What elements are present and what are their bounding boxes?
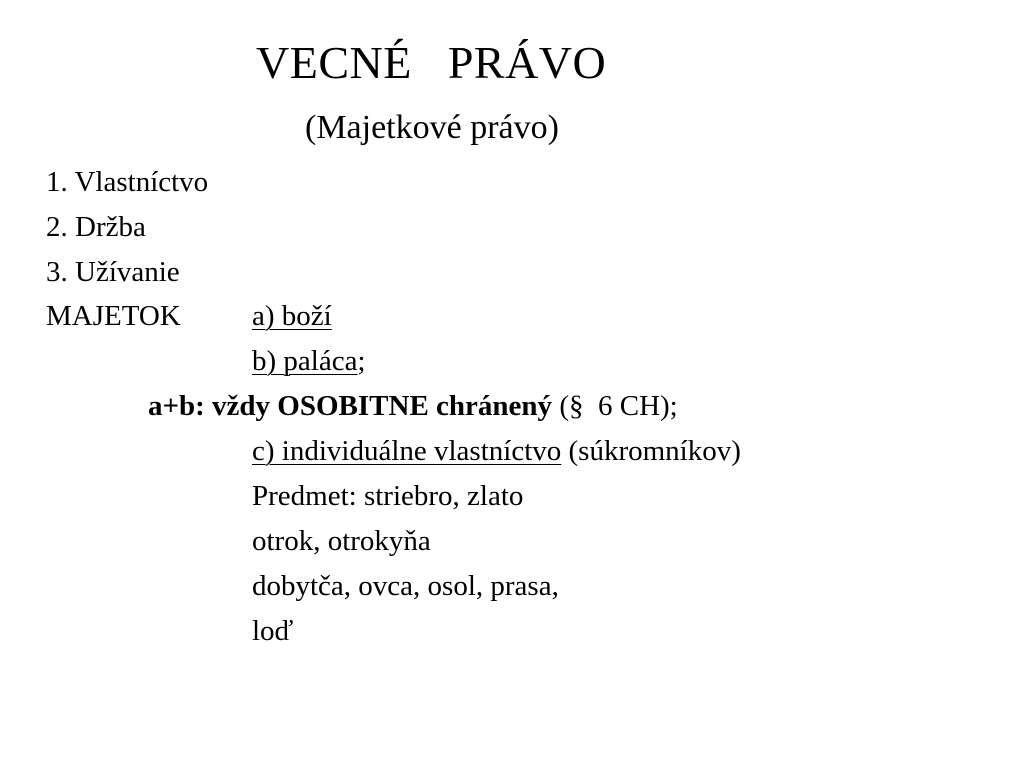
majetok-a-bozi: a) boží [252, 300, 332, 332]
list-item-uzivanie: 3. Užívanie [46, 256, 180, 288]
list-item-vlastnictvo: 1. Vlastníctvo [46, 166, 209, 198]
list-item-drzba: 2. Držba [46, 211, 146, 243]
majetok-label: MAJETOK [46, 300, 181, 332]
slide-subtitle: (Majetkové právo) [305, 109, 559, 146]
predmet-line-4: loď [252, 615, 294, 647]
majetok-ab-bold: a+b: vždy OSOBITNE chránený [148, 390, 553, 422]
majetok-ab-rest: (§ 6 CH); [552, 390, 678, 422]
slide-title: VECNÉ PRÁVO [256, 37, 607, 88]
predmet-line-1: Predmet: striebro, zlato [252, 480, 524, 512]
predmet-line-3: dobytča, ovca, osol, prasa, [252, 570, 559, 602]
majetok-b-line [252, 347, 366, 376]
majetok-c-line [252, 437, 741, 466]
majetok-b-suffix: ; [357, 345, 366, 377]
majetok-b-palaca: b) paláca [252, 345, 358, 377]
predmet-line-2: otrok, otrokyňa [252, 525, 431, 557]
majetok-c-rest: (súkromníkov) [561, 435, 741, 467]
majetok-c-individualne: c) individuálne vlastníctvo [252, 435, 562, 467]
majetok-ab-line [148, 392, 678, 421]
